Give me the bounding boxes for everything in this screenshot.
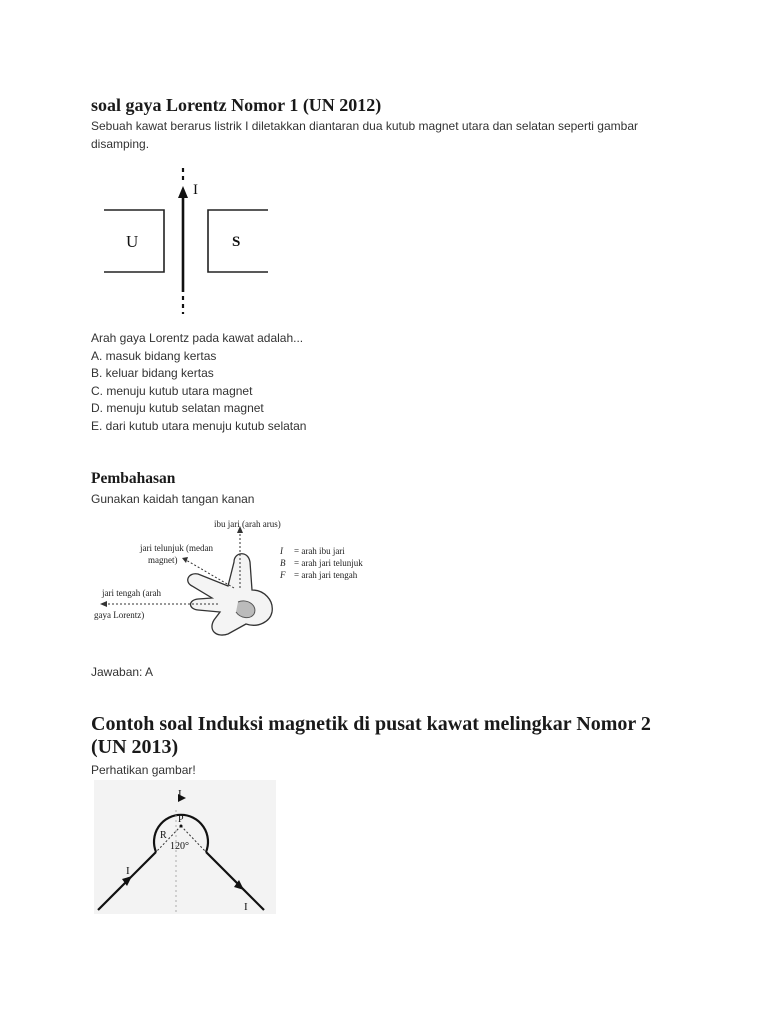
current-label: I <box>193 182 198 198</box>
discussion-heading: Pembahasan <box>91 470 176 487</box>
legend-symbol: B <box>280 558 286 568</box>
section2-intro: Perhatikan gambar! <box>91 763 196 777</box>
middle-label-1: jari tengah (arah <box>102 588 161 598</box>
legend-symbol: I <box>280 546 283 556</box>
current-arrow-icon <box>178 186 188 198</box>
section1-question-block <box>91 330 306 435</box>
discussion-text: Gunakan kaidah tangan kanan <box>91 492 255 506</box>
hand-icon <box>188 554 273 635</box>
thumb-label: ibu jari (arah arus) <box>214 519 281 529</box>
north-label: U <box>126 232 139 251</box>
index-label-2: magnet) <box>148 555 178 565</box>
circular-wire-figure <box>94 780 276 914</box>
right-hand-rule-figure <box>88 516 388 642</box>
option-b: B. keluar bidang kertas <box>91 366 214 380</box>
top-current-label: I <box>178 788 182 800</box>
angle-label: 120° <box>170 841 189 852</box>
index-label-1: jari telunjuk (medan <box>140 543 213 553</box>
section1-intro: Sebuah kawat berarus listrik I diletakkan diantaran dua kutub magnet utara dan selatan seperti gambar disamping. <box>91 119 638 151</box>
section1-heading: soal gaya Lorentz Nomor 1 (UN 2012) <box>91 95 382 115</box>
point-label: P <box>178 814 184 825</box>
section2-heading: Contoh soal Induksi magnetik di pusat kawat melingkar Nomor 2 (UN 2013) <box>91 713 651 758</box>
south-label: S <box>232 234 241 250</box>
option-a: A. masuk bidang kertas <box>91 348 217 363</box>
option-e: E. dari kutub utara menuju kutub selatan <box>91 418 307 433</box>
legend-text: = arah jari tengah <box>294 570 358 580</box>
legend-text: = arah jari telunjuk <box>294 558 363 568</box>
option-c: C. menuju kutub utara magnet <box>91 383 253 398</box>
legend-symbol: F <box>280 570 286 580</box>
middle-label-2: gaya Lorentz) <box>94 610 145 620</box>
legend-text: = arah ibu jari <box>294 546 345 556</box>
middle-arrow-icon <box>100 601 107 607</box>
radius-label: R <box>160 830 167 841</box>
hand-rule-legend <box>279 546 363 580</box>
option-d: D. menuju kutub selatan magnet <box>91 401 264 415</box>
left-current-label: I <box>126 865 130 877</box>
index-arrow-icon <box>182 557 188 563</box>
right-current-label: I <box>244 901 248 913</box>
magnet-wire-figure <box>96 162 276 318</box>
question-text: Arah gaya Lorentz pada kawat adalah... <box>91 331 304 345</box>
answer-text: Jawaban: A <box>91 665 154 679</box>
